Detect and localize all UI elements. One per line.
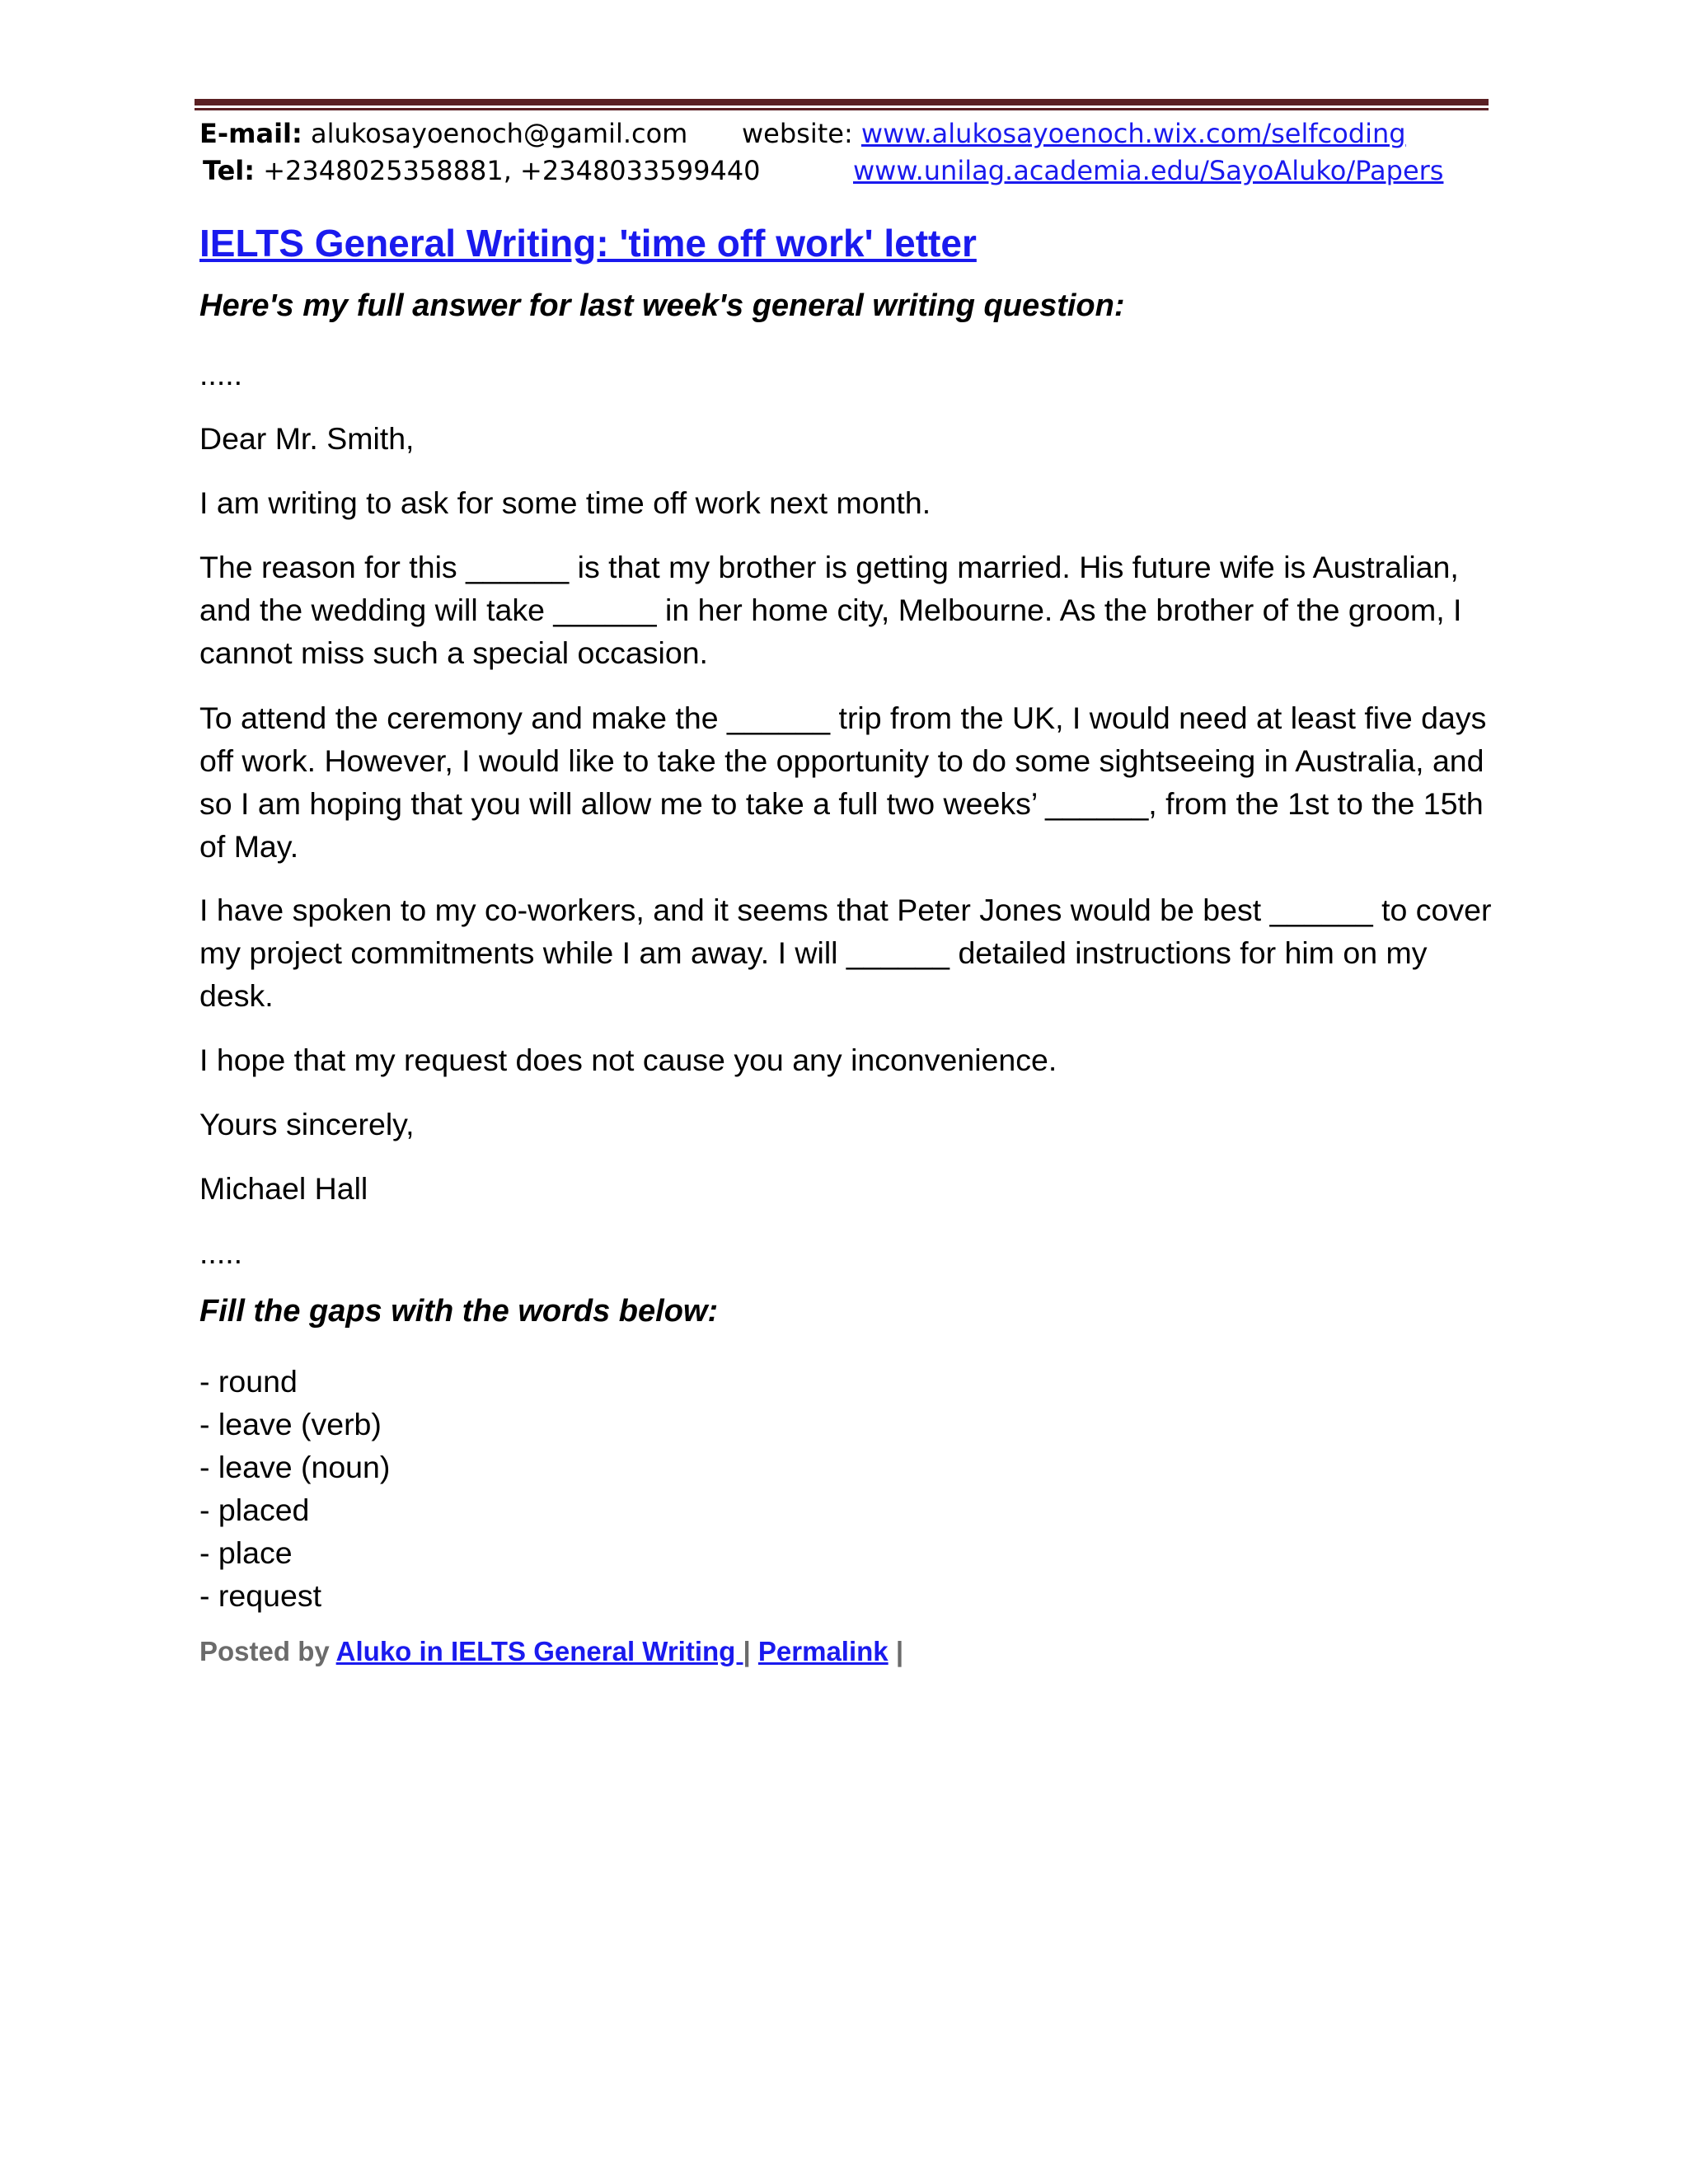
article-intro: Here's my full answer for last week's general writing question: [199,288,1125,323]
letter-paragraph-2: The reason for this ______ is that my brother is getting married. His future wife is Australian, and the wedding will take ______ in her home city, Melbourne. As the brother of the groom, I cannot miss such a special occasion. [199,550,1462,670]
website-line [742,115,1406,152]
tel-line [203,152,761,189]
letter-paragraph-4: I have spoken to my co-workers, and it seems that Peter Jones would be best ______ to cover my project commitments while I am away. I will ______ detailed instructions for him on my desk. [199,893,1492,1013]
posted-by-label: Posted by [199,1636,330,1666]
letter-greeting: Dear Mr. Smith, [199,421,415,456]
letter-paragraph-3: To attend the ceremony and make the ______ trip from the UK, I would need at least five days off work. However, I would like to take the opportunity to do some sightseeing in Australia, and so I am hoping that you will allow me to take a full two weeks’ ______, from the 1st to the 15th of May. [199,701,1487,864]
letter-signature: Michael Hall [199,1171,368,1206]
footer-separator: | [743,1636,751,1666]
word-list [199,1360,390,1617]
email-value: alukosayoenoch@gamil.com [310,118,688,149]
letter-paragraph-5: I hope that my request does not cause you any inconvenience. [199,1043,1057,1077]
email-line [199,115,687,152]
tel-label: Tel: [203,155,256,186]
tel-value: +2348025358881, +2348033599440 [263,155,761,186]
website-link-2[interactable]: www.unilag.academia.edu/SayoAluko/Papers [853,155,1444,186]
email-label: E-mail: [199,118,302,149]
post-footer [199,1636,903,1667]
list-item: - leave (verb) [199,1407,382,1441]
letter-signoff: Yours sincerely, [199,1107,415,1141]
website-link-1[interactable]: www.alukosayoenoch.wix.com/selfcoding [860,118,1406,149]
footer-separator: | [895,1636,904,1666]
permalink-link[interactable]: Permalink [757,1636,889,1666]
ellipsis-bottom: ..... [199,1235,243,1270]
category-link[interactable]: Aluko in IELTS General Writing [335,1636,743,1666]
website-label: website: [742,118,853,149]
list-item: - place [199,1535,293,1570]
header-rule-thin [195,108,1489,110]
website-line-2 [853,152,1443,189]
ellipsis-top: ..... [199,357,243,391]
header-rule-thick [195,99,1489,105]
article-title-link[interactable]: IELTS General Writing: 'time off work' letter [199,222,977,265]
list-item: - round [199,1364,298,1399]
list-item: - placed [199,1493,310,1527]
list-item: - request [199,1578,321,1613]
list-item: - leave (noun) [199,1450,391,1484]
letter-paragraph-1: I am writing to ask for some time off work next month. [199,485,931,520]
gap-fill-instructions: Fill the gaps with the words below: [199,1294,719,1329]
header-rule [195,99,1489,110]
